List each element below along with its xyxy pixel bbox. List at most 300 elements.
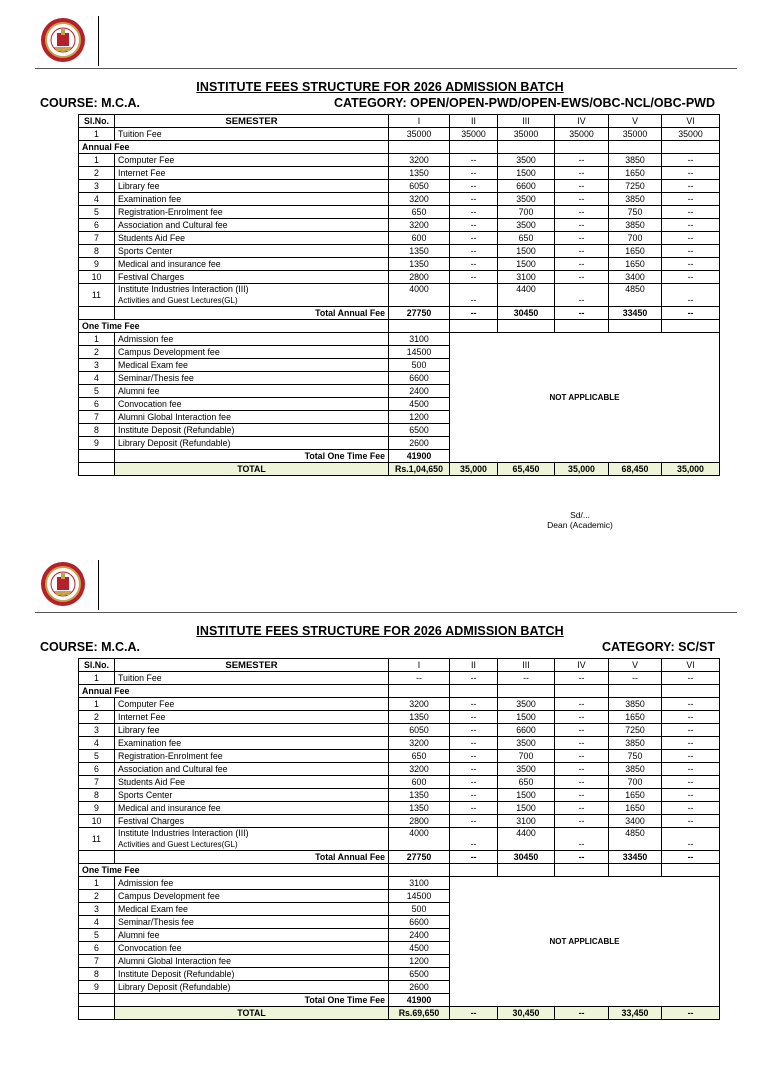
fee-label: [115, 284, 389, 307]
fee-value: 3850: [609, 193, 662, 206]
fee-value: --: [662, 802, 720, 815]
fee-value: 3200: [389, 154, 450, 167]
fee-value: 1200: [389, 411, 450, 424]
empty-cell: [79, 463, 115, 476]
fee-value: 1350: [389, 258, 450, 271]
fee-value: --: [450, 180, 498, 193]
empty-cell: [555, 864, 609, 877]
fee-value: 3850: [609, 698, 662, 711]
fee-value: 4500: [389, 398, 450, 411]
fee-value: --: [662, 180, 720, 193]
fee-value: 1500: [498, 802, 555, 815]
fee-value: --: [555, 763, 609, 776]
empty-cell: [662, 320, 720, 333]
fee-value: --: [662, 245, 720, 258]
fee-value: 1500: [498, 167, 555, 180]
fee-value: --: [555, 776, 609, 789]
fee-value: --: [450, 763, 498, 776]
fee-value: 35000: [555, 128, 609, 141]
fee-value: --: [450, 789, 498, 802]
column-header: SEMESTER: [115, 659, 389, 672]
fee-label: Medical and insurance fee: [115, 802, 389, 815]
serial-number: 6: [79, 763, 115, 776]
column-header: I: [389, 659, 450, 672]
fee-value: 3500: [498, 698, 555, 711]
fee-value: 4400: [498, 284, 555, 307]
fee-value: --: [450, 167, 498, 180]
fee-label-line2: Activities and Guest Lectures(GL): [118, 840, 238, 849]
fee-value: --: [555, 672, 609, 685]
empty-cell: [79, 1007, 115, 1020]
serial-number: 3: [79, 903, 115, 916]
fee-value: --: [389, 672, 450, 685]
serial-number: 1: [79, 128, 115, 141]
fee-value: --: [555, 180, 609, 193]
table-row: [79, 698, 720, 711]
total-annual-value: --: [555, 307, 609, 320]
fee-label: [115, 828, 389, 851]
fee-value: 1500: [498, 245, 555, 258]
table-row: [79, 763, 720, 776]
empty-cell: [389, 141, 450, 154]
serial-number: 8: [79, 968, 115, 981]
fee-value: 3400: [609, 271, 662, 284]
header-divider-vertical: [98, 16, 99, 66]
fee-label: Library fee: [115, 724, 389, 737]
fee-value: 1350: [389, 245, 450, 258]
fee-value: 4400: [498, 828, 555, 851]
serial-number: 2: [79, 711, 115, 724]
grand-total-value: Rs.1,04,650: [389, 463, 450, 476]
serial-number: 6: [79, 219, 115, 232]
table-row: [79, 672, 720, 685]
fee-label: Admission fee: [115, 333, 389, 346]
fee-value: 1500: [498, 258, 555, 271]
course-label: COURSE: M.C.A.: [40, 640, 140, 654]
fee-value: 2800: [389, 815, 450, 828]
fee-label: Students Aid Fee: [115, 232, 389, 245]
fee-value: --: [662, 167, 720, 180]
fee-value: 1650: [609, 258, 662, 271]
fee-label: Sports Center: [115, 789, 389, 802]
empty-cell: [498, 685, 555, 698]
serial-number: 7: [79, 776, 115, 789]
fee-value: --: [555, 245, 609, 258]
empty-cell: [450, 864, 498, 877]
grand-total-value: 35,000: [450, 463, 498, 476]
grand-total-label: TOTAL: [115, 1007, 389, 1020]
serial-number: 5: [79, 750, 115, 763]
fee-value: 1500: [498, 711, 555, 724]
fee-value: --: [662, 711, 720, 724]
fee-value: 35000: [662, 128, 720, 141]
empty-cell: [555, 141, 609, 154]
fee-value: 650: [498, 776, 555, 789]
fee-value: --: [555, 711, 609, 724]
fee-value: 1350: [389, 711, 450, 724]
serial-number: 2: [79, 346, 115, 359]
fee-value: --: [662, 206, 720, 219]
fee-value: 600: [389, 776, 450, 789]
fee-value: --: [450, 206, 498, 219]
fee-label: Alumni Global Interaction fee: [115, 411, 389, 424]
fee-value: --: [662, 750, 720, 763]
table-row: [79, 828, 720, 851]
serial-number: 9: [79, 437, 115, 450]
serial-number: 5: [79, 929, 115, 942]
fee-value: 1350: [389, 167, 450, 180]
grand-total-label: TOTAL: [115, 463, 389, 476]
fee-value: --: [450, 698, 498, 711]
fee-value: --: [450, 284, 498, 307]
table-row: [79, 776, 720, 789]
fee-value: --: [450, 672, 498, 685]
table-row: [79, 128, 720, 141]
column-header: SEMESTER: [115, 115, 389, 128]
total-annual-value: 30450: [498, 851, 555, 864]
empty-cell: [498, 141, 555, 154]
fee-value: 3400: [609, 815, 662, 828]
fee-value: 6050: [389, 724, 450, 737]
group-header-row: [79, 864, 720, 877]
fee-value: 1650: [609, 802, 662, 815]
empty-cell: [79, 851, 115, 864]
fee-value: --: [450, 245, 498, 258]
fee-value: --: [555, 193, 609, 206]
fee-structure-section: [0, 14, 768, 534]
fee-value: --: [450, 258, 498, 271]
fee-value: --: [662, 737, 720, 750]
fee-value: --: [662, 828, 720, 851]
group-header-row: [79, 141, 720, 154]
total-annual-value: 33450: [609, 851, 662, 864]
fee-value: --: [555, 206, 609, 219]
not-applicable-note: NOT APPLICABLE: [450, 333, 720, 463]
fee-value: 2800: [389, 271, 450, 284]
fee-label: Convocation fee: [115, 398, 389, 411]
fee-value: 3500: [498, 193, 555, 206]
empty-cell: [450, 320, 498, 333]
empty-cell: [555, 320, 609, 333]
fee-value: 14500: [389, 346, 450, 359]
serial-number: 4: [79, 737, 115, 750]
column-header: V: [609, 659, 662, 672]
grand-total-value: 30,450: [498, 1007, 555, 1020]
group-label-onetime: One Time Fee: [79, 864, 389, 877]
total-onetime-value: 41900: [389, 450, 450, 463]
fee-value: 600: [389, 232, 450, 245]
total-annual-value: --: [450, 307, 498, 320]
table-row: [79, 724, 720, 737]
fee-label: Institute Deposit (Refundable): [115, 968, 389, 981]
fee-value: --: [450, 711, 498, 724]
fee-label: Admission fee: [115, 877, 389, 890]
serial-number: 9: [79, 981, 115, 994]
fee-value: --: [450, 737, 498, 750]
serial-number: 8: [79, 245, 115, 258]
serial-number: 6: [79, 398, 115, 411]
fee-value: 3100: [498, 815, 555, 828]
fee-label: Registration-Enrolment fee: [115, 750, 389, 763]
fee-value: 1350: [389, 802, 450, 815]
fee-value: --: [450, 271, 498, 284]
column-header: Sl.No.: [79, 115, 115, 128]
fee-value: 35000: [389, 128, 450, 141]
fee-label: Tuition Fee: [115, 672, 389, 685]
table-row: [79, 167, 720, 180]
total-onetime-value: 41900: [389, 994, 450, 1007]
fee-value: 6600: [498, 724, 555, 737]
fee-value: 500: [389, 359, 450, 372]
fee-value: --: [450, 802, 498, 815]
header-row: [79, 115, 720, 128]
empty-cell: [555, 685, 609, 698]
column-header: II: [450, 659, 498, 672]
total-annual-value: 27750: [389, 851, 450, 864]
total-annual-value: 30450: [498, 307, 555, 320]
fee-value: --: [662, 776, 720, 789]
fee-value: --: [662, 815, 720, 828]
fee-value: 3200: [389, 193, 450, 206]
fee-value: 1200: [389, 955, 450, 968]
fee-label: Association and Cultural fee: [115, 219, 389, 232]
empty-cell: [389, 685, 450, 698]
fee-value: 7250: [609, 180, 662, 193]
fee-value: 3500: [498, 219, 555, 232]
fee-value: --: [555, 167, 609, 180]
fee-value: --: [450, 193, 498, 206]
fee-value: 3200: [389, 763, 450, 776]
fee-value: --: [662, 193, 720, 206]
fee-label: Institute Deposit (Refundable): [115, 424, 389, 437]
table-row: [79, 737, 720, 750]
fee-value: --: [555, 724, 609, 737]
fee-value: --: [555, 154, 609, 167]
fee-value: 6600: [389, 916, 450, 929]
fee-value: --: [498, 672, 555, 685]
fee-value: 1650: [609, 789, 662, 802]
fee-value: --: [555, 271, 609, 284]
grand-total-value: --: [662, 1007, 720, 1020]
serial-number: 11: [79, 284, 115, 307]
fee-label: Students Aid Fee: [115, 776, 389, 789]
fee-label-line2: Activities and Guest Lectures(GL): [118, 296, 238, 305]
fee-value: 650: [389, 750, 450, 763]
total-annual-row: [79, 851, 720, 864]
serial-number: 1: [79, 154, 115, 167]
group-header-row: [79, 685, 720, 698]
fee-value: --: [662, 154, 720, 167]
fee-value: 6050: [389, 180, 450, 193]
empty-cell: [79, 994, 115, 1007]
serial-number: 1: [79, 698, 115, 711]
fee-value: 6500: [389, 968, 450, 981]
fee-label: Seminar/Thesis fee: [115, 372, 389, 385]
grand-total-row: [79, 463, 720, 476]
fee-value: --: [662, 789, 720, 802]
fee-value: 3200: [389, 737, 450, 750]
grand-total-value: 35,000: [555, 463, 609, 476]
serial-number: 2: [79, 167, 115, 180]
fee-value: 35000: [450, 128, 498, 141]
serial-number: 3: [79, 724, 115, 737]
column-header: VI: [662, 659, 720, 672]
fee-value: --: [450, 828, 498, 851]
serial-number: 2: [79, 890, 115, 903]
table-row: [79, 219, 720, 232]
fee-value: 750: [609, 206, 662, 219]
fee-value: --: [662, 672, 720, 685]
fee-value: --: [662, 232, 720, 245]
fee-value: --: [555, 698, 609, 711]
fee-value: --: [555, 258, 609, 271]
total-annual-value: 27750: [389, 307, 450, 320]
fee-value: --: [555, 737, 609, 750]
fee-label: Festival Charges: [115, 271, 389, 284]
total-onetime-label: Total One Time Fee: [115, 450, 389, 463]
fee-value: 700: [498, 206, 555, 219]
total-annual-value: 33450: [609, 307, 662, 320]
header-divider-vertical: [98, 560, 99, 610]
table-row: [79, 154, 720, 167]
fee-value: 500: [389, 903, 450, 916]
fee-value: --: [450, 750, 498, 763]
serial-number: 10: [79, 271, 115, 284]
empty-cell: [609, 141, 662, 154]
fee-value: 1350: [389, 789, 450, 802]
fee-label: Festival Charges: [115, 815, 389, 828]
fee-label: Campus Development fee: [115, 890, 389, 903]
fee-value: 3500: [498, 737, 555, 750]
fee-value: --: [450, 724, 498, 737]
table-row: [79, 815, 720, 828]
serial-number: 9: [79, 258, 115, 271]
fee-value: --: [555, 815, 609, 828]
fee-label: Tuition Fee: [115, 128, 389, 141]
empty-cell: [389, 864, 450, 877]
fee-label: Internet Fee: [115, 711, 389, 724]
fee-value: 700: [609, 232, 662, 245]
table-row: [79, 245, 720, 258]
fee-label: Library Deposit (Refundable): [115, 981, 389, 994]
empty-cell: [498, 864, 555, 877]
fee-value: 14500: [389, 890, 450, 903]
column-header: I: [389, 115, 450, 128]
fee-value: 2400: [389, 385, 450, 398]
fee-value: 2600: [389, 437, 450, 450]
fee-label: Association and Cultural fee: [115, 763, 389, 776]
fee-label: Medical Exam fee: [115, 903, 389, 916]
fee-value: --: [450, 154, 498, 167]
serial-number: 7: [79, 232, 115, 245]
table-row: [79, 877, 720, 890]
course-label: COURSE: M.C.A.: [40, 96, 140, 110]
fee-value: 3500: [498, 763, 555, 776]
fee-value: --: [609, 672, 662, 685]
header-row: [79, 659, 720, 672]
fee-value: --: [555, 828, 609, 851]
category-label: CATEGORY: SC/ST: [602, 640, 715, 654]
fee-value: 2600: [389, 981, 450, 994]
serial-number: 8: [79, 424, 115, 437]
fee-value: 3100: [389, 333, 450, 346]
table-row: [79, 789, 720, 802]
fee-label-line1: Institute Industries Interaction (III): [118, 284, 249, 294]
category-label: CATEGORY: OPEN/OPEN-PWD/OPEN-EWS/OBC-NCL/OBC-PWD: [333, 96, 715, 110]
fee-table: [78, 658, 720, 1020]
fee-value: 4850: [609, 284, 662, 307]
fee-value: --: [662, 258, 720, 271]
grand-total-value: --: [450, 1007, 498, 1020]
total-annual-value: --: [662, 851, 720, 864]
fee-table: [78, 114, 720, 476]
total-annual-row: [79, 307, 720, 320]
fee-value: 3850: [609, 219, 662, 232]
serial-number: 5: [79, 206, 115, 219]
table-row: [79, 802, 720, 815]
signature-block: [520, 510, 640, 530]
signature-line: Sd/...: [570, 510, 590, 520]
fee-label: Internet Fee: [115, 167, 389, 180]
empty-cell: [79, 450, 115, 463]
fee-label: Medical and insurance fee: [115, 258, 389, 271]
fee-value: 4850: [609, 828, 662, 851]
fee-value: 650: [389, 206, 450, 219]
fee-value: 35000: [609, 128, 662, 141]
serial-number: 5: [79, 385, 115, 398]
group-header-row: [79, 320, 720, 333]
fee-label: Library fee: [115, 180, 389, 193]
fee-value: 6500: [389, 424, 450, 437]
fee-value: 4500: [389, 942, 450, 955]
fee-value: 4000: [389, 828, 450, 851]
empty-cell: [609, 320, 662, 333]
fee-structure-section: [0, 558, 768, 1078]
fee-value: 3850: [609, 154, 662, 167]
header-divider-horizontal: [35, 612, 737, 613]
fee-label: Computer Fee: [115, 154, 389, 167]
column-header: III: [498, 115, 555, 128]
fee-value: --: [662, 219, 720, 232]
fee-value: --: [555, 219, 609, 232]
page-title: INSTITUTE FEES STRUCTURE FOR 2026 ADMISSION BATCH: [196, 624, 564, 638]
grand-total-row: [79, 1007, 720, 1020]
empty-cell: [79, 307, 115, 320]
empty-cell: [609, 864, 662, 877]
empty-cell: [662, 685, 720, 698]
empty-cell: [450, 141, 498, 154]
table-row: [79, 750, 720, 763]
serial-number: 8: [79, 789, 115, 802]
total-annual-value: --: [662, 307, 720, 320]
fee-value: 3850: [609, 737, 662, 750]
fee-value: --: [450, 232, 498, 245]
total-annual-value: --: [555, 851, 609, 864]
fee-value: 3100: [389, 877, 450, 890]
empty-cell: [498, 320, 555, 333]
fee-value: 1500: [498, 789, 555, 802]
column-header: III: [498, 659, 555, 672]
fee-value: --: [450, 219, 498, 232]
fee-label: Alumni fee: [115, 929, 389, 942]
fee-label: Seminar/Thesis fee: [115, 916, 389, 929]
fee-value: --: [450, 815, 498, 828]
table-row: [79, 711, 720, 724]
not-applicable-note: NOT APPLICABLE: [450, 877, 720, 1007]
serial-number: 7: [79, 411, 115, 424]
empty-cell: [450, 685, 498, 698]
serial-number: 3: [79, 359, 115, 372]
